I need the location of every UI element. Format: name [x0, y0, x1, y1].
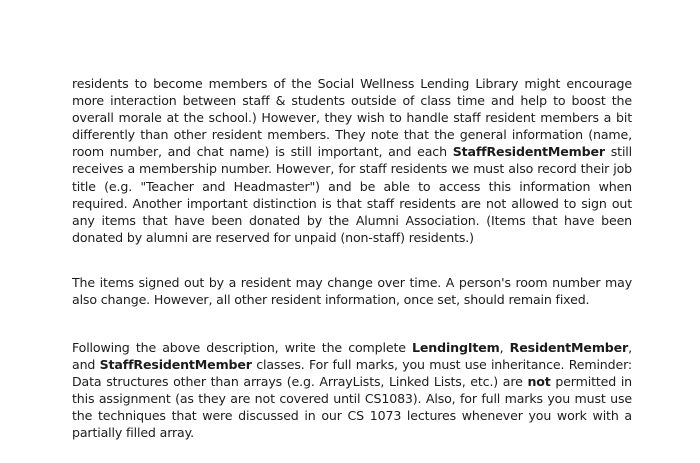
- text-segment: Following the above description, write the complete: [72, 340, 413, 355]
- paragraph-membership: [72, 75, 632, 246]
- paragraph-mutability: [72, 274, 632, 308]
- text-segment: , and: [72, 340, 632, 373]
- text-segment: permitted in this assignment (as they are not covered until CS1083). Also, for full marks you must use the techniques that were discussed in our CS 1073 lectures whenever you work with a partially filled array.: [72, 374, 632, 441]
- text-segment: The items signed out by a resident may change over time. A person's room number may also change. However, all other resident information, once set, should remain fixed.: [72, 275, 632, 308]
- text-segment: ,: [499, 340, 510, 355]
- class-name-staffresidentmember: StaffResidentMember: [452, 144, 605, 160]
- text-segment: residents to become members of the Social Wellness Lending Library might encourage more interaction between staff & students outside of class time and help to boost the overall morale at the school.) However, they wish to handle staff resident members a bit differently than other resident members. They note that the general information (name, room number, and chat name) is still important, and each: [72, 76, 632, 160]
- class-name-residentmember: ResidentMember: [509, 340, 629, 355]
- paragraph-instructions: [72, 339, 632, 442]
- text-segment: classes. For full marks, you must use inheritance. Reminder: Data structures other than arrays (e.g. ArrayLists, Linked Lists, etc.) are: [72, 357, 632, 390]
- class-name-lendingitem: LendingItem: [412, 340, 500, 355]
- emphasis-not: not: [527, 374, 551, 390]
- class-name-staffresidentmember: StaffResidentMember: [99, 357, 252, 373]
- text-segment: still receives a membership number. However, for staff residents we must also record their job title (e.g. "Teacher and Headmaster") and be able to access this information when required. Another important distinction is that staff residents are not allowed to sign out any items that have been donated by the Alumni Association. (Items that have been donated by alumni are reserved for unpaid (non-staff) residents.): [72, 144, 632, 245]
